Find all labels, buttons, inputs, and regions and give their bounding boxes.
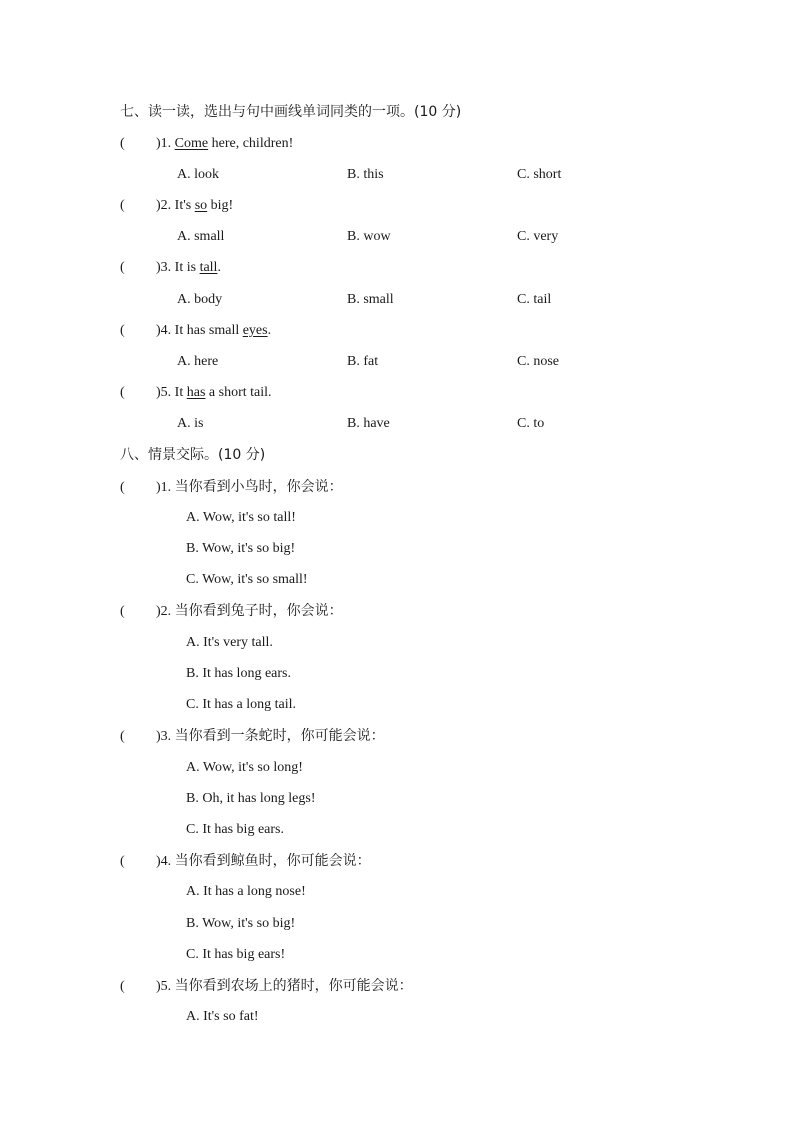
underlined-word: so [194, 198, 208, 213]
underlined-word: tall [199, 260, 218, 275]
s8-q2-option-b: B. It has long ears. [186, 666, 291, 681]
s8-question-5: ( )5. 当你看到农场上的猪时，你可能会说： [120, 978, 413, 994]
s7-q4-option-b: B. fat [347, 354, 379, 369]
s7-question-4: ( )4. It has small eyes. [120, 323, 272, 338]
s7-q5-option-c: C. to [517, 416, 545, 431]
s8-q4-option-c: C. It has big ears! [186, 947, 286, 962]
s7-q3-option-a: A. body [177, 292, 223, 307]
answer-blank[interactable]: ( [120, 480, 125, 495]
s7-q5-option-a: A. is [177, 416, 204, 431]
s8-q4-option-a: A. It has a long nose! [186, 884, 306, 899]
s7-q1-option-c: C. short [517, 167, 562, 182]
s8-q1-option-c: C. Wow, it's so small! [186, 572, 308, 587]
s7-q3-option-b: B. small [347, 292, 394, 307]
s7-q2-option-c: C. very [517, 229, 559, 244]
answer-blank[interactable]: ( [120, 604, 125, 619]
underlined-word: Come [174, 136, 209, 151]
answer-blank[interactable]: ( [120, 198, 125, 213]
s8-q2-option-a: A. It's very tall. [186, 635, 273, 650]
answer-blank[interactable]: ( [120, 979, 125, 994]
s7-question-1: ( )1. Come here, children! [120, 136, 294, 151]
s8-question-4: ( )4. 当你看到鲸鱼时，你可能会说： [120, 853, 371, 869]
answer-blank[interactable]: ( [120, 260, 125, 275]
s8-question-1: ( )1. 当你看到小鸟时，你会说： [120, 479, 343, 495]
s8-question-3: ( )3. 当你看到一条蛇时，你可能会说： [120, 728, 385, 744]
s7-q4-option-c: C. nose [517, 354, 559, 369]
s8-q2-option-c: C. It has a long tail. [186, 697, 297, 712]
s7-q4-option-a: A. here [177, 354, 219, 369]
answer-blank[interactable]: ( [120, 729, 125, 744]
underlined-word: eyes [242, 323, 268, 338]
s7-q1-option-b: B. this [347, 167, 384, 182]
section-8-heading: 八、情景交际。(10 分) [120, 447, 266, 463]
s7-q3-option-c: C. tail [517, 292, 552, 307]
s8-q4-option-b: B. Wow, it's so big! [186, 916, 296, 931]
answer-blank[interactable]: ( [120, 854, 125, 869]
s8-q3-option-b: B. Oh, it has long legs! [186, 791, 316, 806]
s8-q5-option-a: A. It's so fat! [186, 1009, 259, 1024]
s8-q1-option-a: A. Wow, it's so tall! [186, 510, 296, 525]
s7-question-2: ( )2. It's so big! [120, 198, 234, 213]
s8-question-2: ( )2. 当你看到兔子时，你会说： [120, 603, 343, 619]
s7-q5-option-b: B. have [347, 416, 390, 431]
answer-blank[interactable]: ( [120, 385, 125, 400]
s7-question-3: ( )3. It is tall. [120, 260, 221, 275]
s7-q2-option-a: A. small [177, 229, 225, 244]
s7-q1-option-a: A. look [177, 167, 219, 182]
s8-q3-option-a: A. Wow, it's so long! [186, 760, 303, 775]
underlined-word: has [186, 385, 206, 400]
answer-blank[interactable]: ( [120, 136, 125, 151]
answer-blank[interactable]: ( [120, 323, 125, 338]
s7-question-5: ( )5. It has a short tail. [120, 385, 272, 400]
s7-q2-option-b: B. wow [347, 229, 391, 244]
s8-q3-option-c: C. It has big ears. [186, 822, 284, 837]
section-7-heading: 七、读一读，选出与句中画线单词同类的一项。(10 分) [120, 104, 462, 120]
s8-q1-option-b: B. Wow, it's so big! [186, 541, 296, 556]
